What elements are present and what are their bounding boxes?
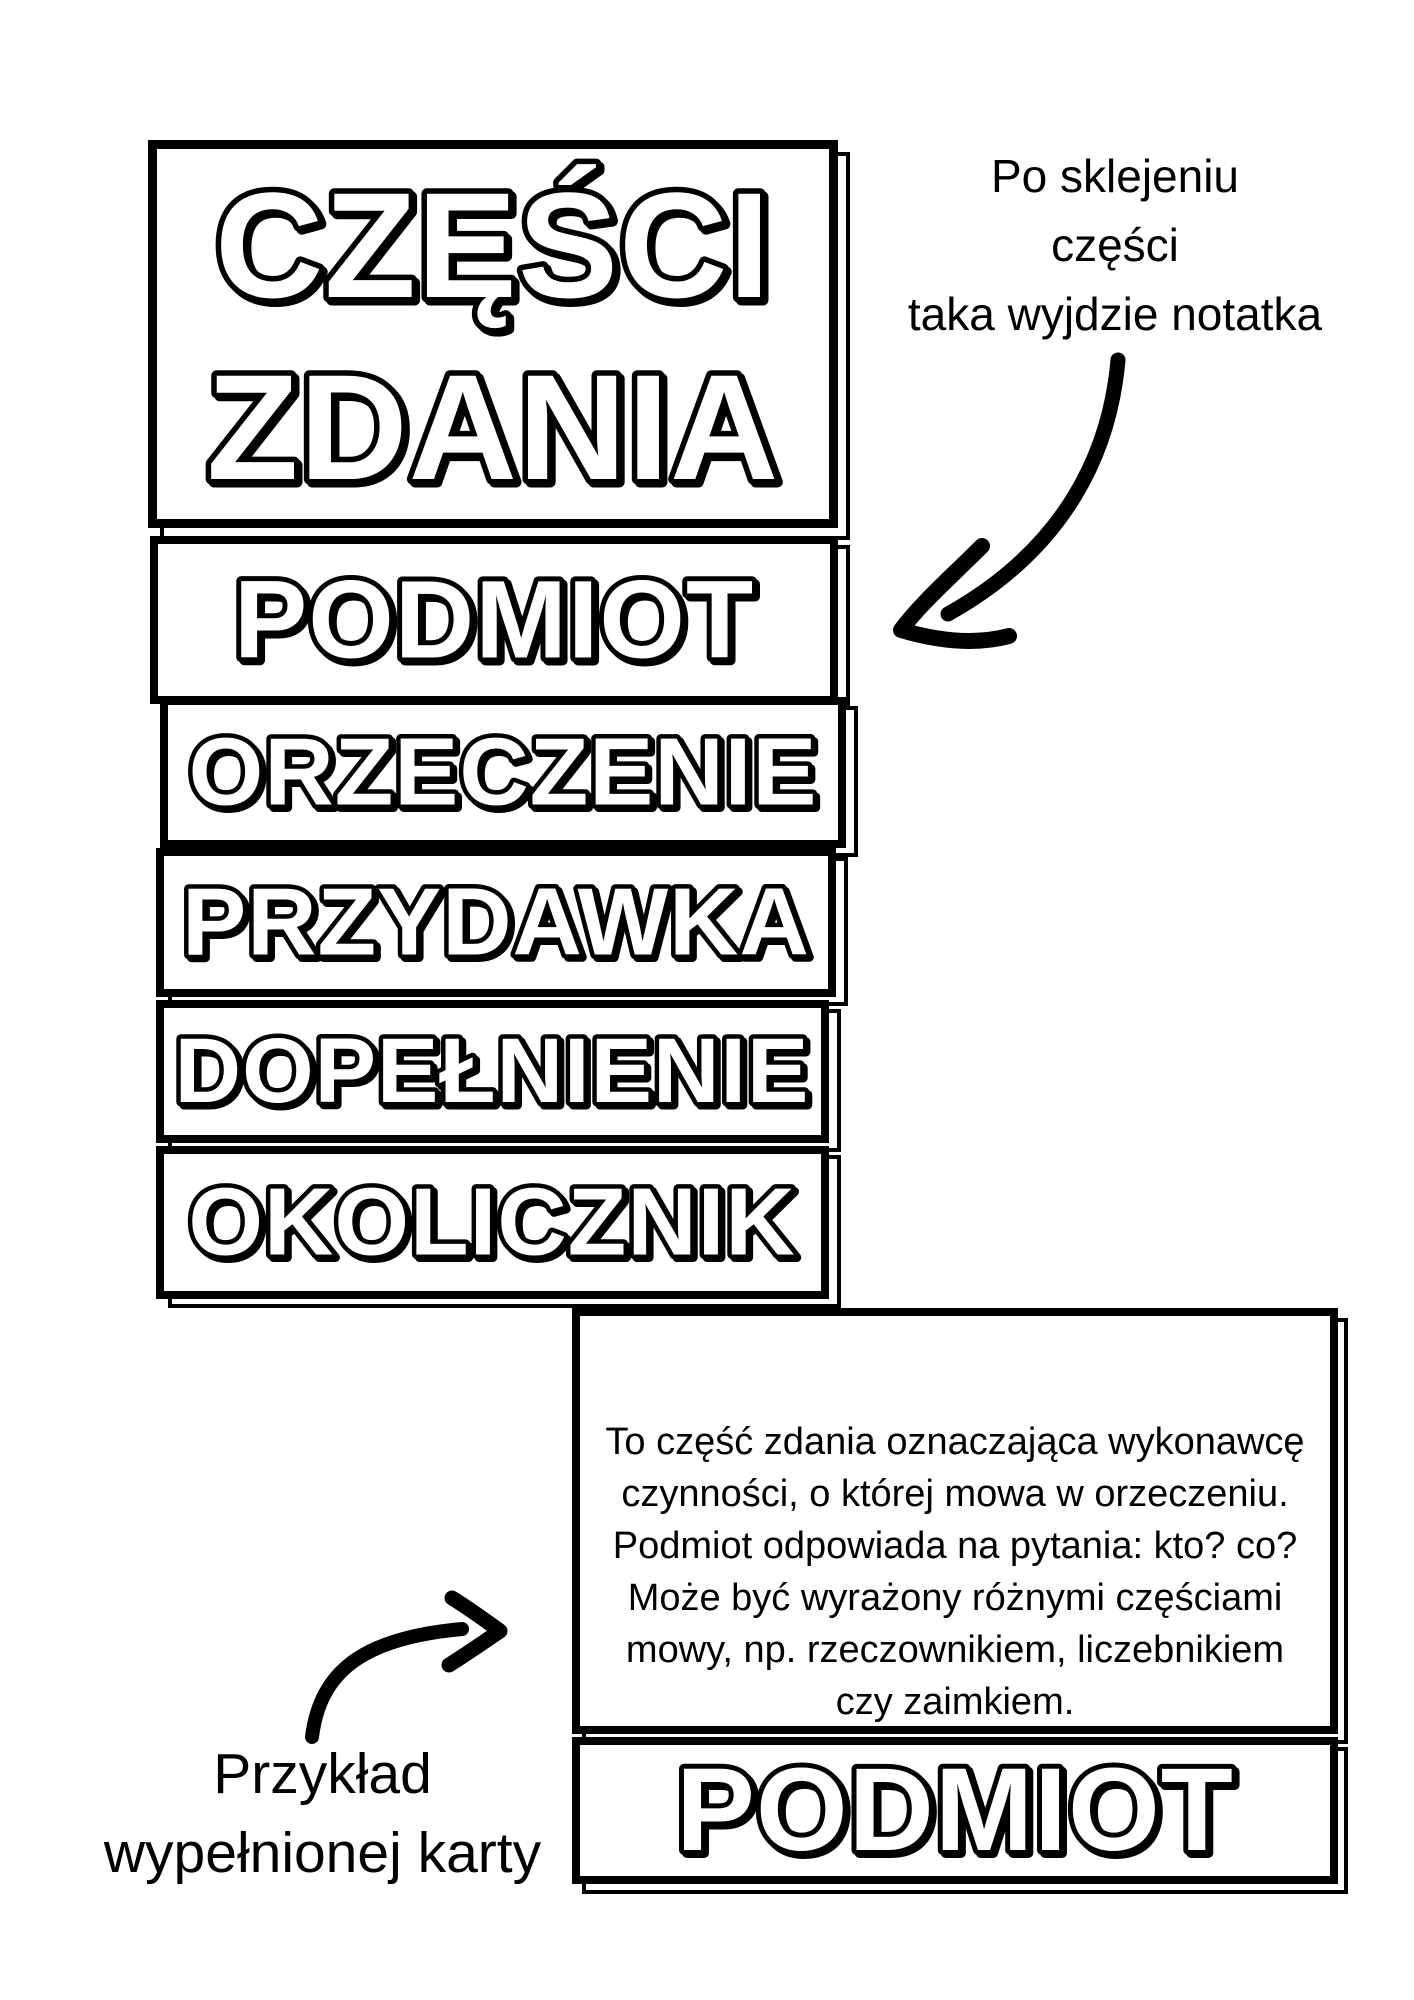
note-title-card	[148, 140, 838, 528]
sentence-part-row-przydawka	[156, 848, 836, 997]
note-title-line2: ZDANIA	[206, 343, 780, 511]
callout-line: taka wyjdzie notatka	[907, 288, 1323, 340]
note-title	[157, 149, 829, 519]
sentence-part-label	[164, 1008, 821, 1135]
example-card-label	[580, 1745, 1330, 1876]
sentence-part-row-orzeczenie	[160, 697, 846, 848]
row-label-okolicznik: OKOLICZNIK	[188, 1168, 796, 1276]
description-line: Może być wyrażony różnymi częściami	[627, 1577, 1283, 1619]
podmiot-description	[580, 1316, 1330, 1726]
row-label-orzeczenie: ORZECZENIE	[188, 718, 818, 826]
description-line: mowy, np. rzeczownikiem, liczebnikiem	[625, 1629, 1285, 1671]
arrow-to-note-stack-icon	[901, 360, 1118, 641]
row-label-podmiot: PODMIOT	[233, 558, 755, 682]
arrow-to-example-card-icon	[312, 1598, 500, 1737]
description-line: Podmiot odpowiada na pytania: kto? co?	[612, 1525, 1298, 1567]
description-line: czy zaimkiem.	[835, 1681, 1075, 1723]
description-line: czynności, o której mowa w orzeczeniu.	[621, 1473, 1289, 1515]
example-card-description-box	[572, 1308, 1338, 1734]
sentence-part-row-okolicznik	[156, 1146, 829, 1299]
sentence-part-label	[158, 544, 830, 696]
sentence-part-label	[168, 705, 838, 840]
description-line: To część zdania oznaczająca wykonawcę	[605, 1421, 1305, 1463]
sentence-part-row-dopelnienie	[156, 1000, 829, 1143]
sentence-part-row-podmiot	[150, 536, 838, 704]
row-label-dopelnienie: DOPEŁNIENIE	[174, 1020, 810, 1122]
note-title-line1: CZĘŚCI	[214, 161, 772, 329]
callout-line: Przykład	[213, 1742, 432, 1806]
row-label-przydawka: PRZYDAWKA	[182, 868, 810, 976]
callout-line: wypełnionej karty	[103, 1821, 542, 1885]
callout-line: Po sklejeniu	[990, 150, 1240, 202]
glue-instruction-callout	[830, 142, 1400, 349]
sentence-part-label	[164, 1154, 821, 1291]
example-card-callout	[30, 1735, 615, 1893]
example-card-label-box	[572, 1737, 1338, 1884]
sentence-part-label	[164, 856, 828, 989]
example-label-podmiot: PODMIOT	[676, 1745, 1234, 1876]
callout-line: części	[1051, 219, 1179, 271]
